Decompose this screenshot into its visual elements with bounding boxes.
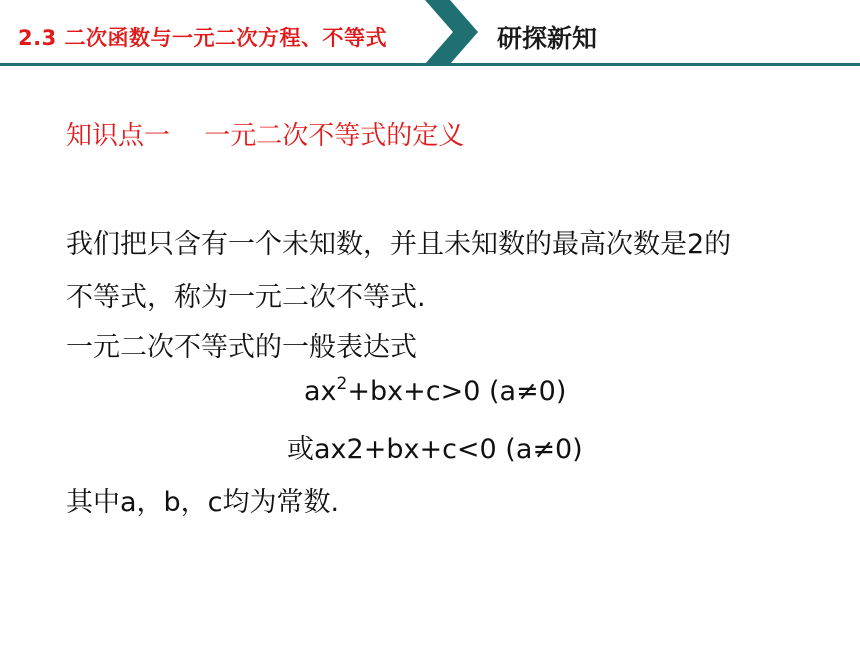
formula-greater-than [304, 374, 566, 407]
formula-1-exponent: 2 [336, 374, 348, 394]
section-title: 研探新知 [497, 24, 598, 53]
general-form-label: 一元二次不等式的一般表达式 [66, 332, 417, 363]
formula-1-rest: +bx+c>0 (a≠0) [347, 376, 567, 407]
constants-note: 其中a，b，c均为常数. [66, 487, 340, 518]
header-bar [0, 0, 860, 68]
formula-1-base: ax [304, 376, 337, 407]
formula-less-than: 或ax2+bx+c<0 (a≠0) [287, 434, 583, 465]
lesson-title: 2.3 二次函数与一元二次方程、不等式 [18, 26, 388, 50]
definition-line-2: 不等式，称为一元二次不等式. [66, 282, 426, 313]
knowledge-point-heading: 知识点一 一元二次不等式的定义 [66, 121, 465, 151]
definition-line-1: 我们把只含有一个未知数，并且未知数的最高次数是2的 [66, 229, 732, 260]
